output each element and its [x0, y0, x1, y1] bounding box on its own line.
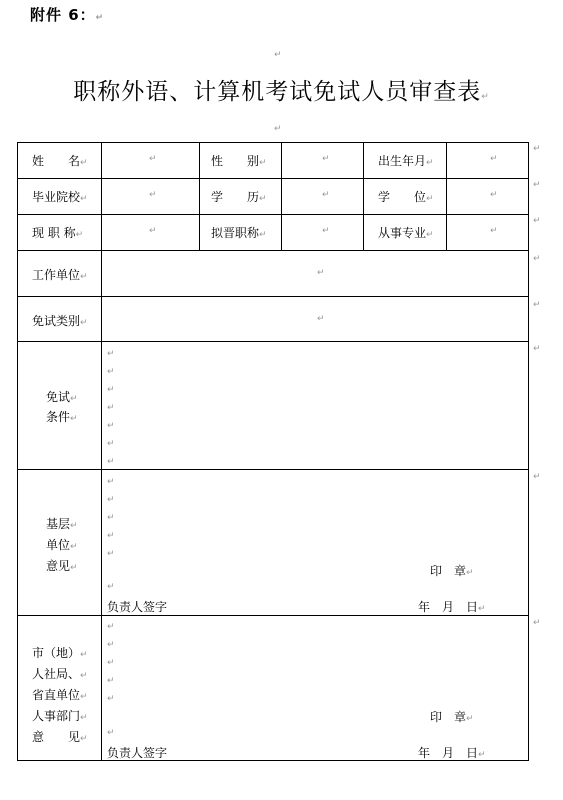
paragraph-mark: ↵: [274, 124, 282, 134]
hr-date-label: 年 月 日↵: [418, 746, 486, 760]
paragraph-mark: ↵: [274, 50, 282, 60]
input-workplace[interactable]: ↵: [317, 268, 325, 278]
input-exempt-type[interactable]: ↵: [317, 314, 325, 324]
row-end-mark: ↵: [533, 254, 541, 264]
unit-signature-label: 负责人签字: [107, 600, 168, 614]
input-birth[interactable]: ↵: [490, 154, 498, 164]
review-form-table: [17, 142, 529, 761]
title-text: 职称外语、计算机考试免试人员审查表: [73, 79, 482, 105]
row-end-mark: ↵: [533, 344, 541, 354]
row-end-mark: ↵: [533, 144, 541, 154]
label-birth: 出生年月↵: [378, 154, 434, 168]
page-title: [0, 73, 563, 106]
paragraph-mark: ↵: [107, 582, 115, 592]
label-gender: 性 别↵: [211, 154, 267, 168]
row-end-mark: ↵: [533, 180, 541, 190]
label-unit-opinion: 基层↵ 单位↵ 意见↵: [46, 517, 78, 573]
input-proposed-title[interactable]: ↵: [322, 226, 330, 236]
label-current-title: 现 职 称↵: [32, 226, 84, 240]
input-education[interactable]: ↵: [322, 190, 330, 200]
label-degree: 学 位↵: [378, 190, 434, 204]
label-major: 从事专业↵: [378, 226, 434, 240]
input-degree[interactable]: ↵: [490, 190, 498, 200]
label-proposed-title: 拟晋职称↵: [211, 226, 267, 240]
paragraph-mark: ↵: [95, 13, 105, 23]
paragraph-mark: ↵: [107, 728, 115, 738]
label-education: 学 历↵: [211, 190, 267, 204]
input-current-title[interactable]: ↵: [149, 226, 157, 236]
unit-date-label: 年 月 日↵: [418, 600, 486, 614]
label-workplace: 工作单位↵: [32, 268, 88, 282]
row-end-mark: ↵: [533, 472, 541, 482]
unit-opinion-area[interactable]: ↵ ↵ ↵ ↵ ↵: [107, 477, 115, 559]
attachment-label: [30, 4, 104, 25]
table-grid: [17, 142, 529, 761]
input-gender[interactable]: ↵: [322, 154, 330, 164]
paragraph-mark: ↵: [481, 92, 490, 102]
label-name: 姓 名↵: [32, 154, 88, 168]
row-end-mark: ↵: [533, 618, 541, 628]
unit-seal-label: 印 章↵: [430, 564, 474, 578]
hr-seal-label: 印 章↵: [430, 710, 474, 724]
row-end-mark: ↵: [533, 300, 541, 310]
label-school: 毕业院校↵: [32, 190, 88, 204]
label-exempt-type: 免试类别↵: [32, 314, 88, 328]
label-exempt-conditions: 免试↵ 条件↵: [46, 390, 78, 424]
conditions-area[interactable]: ↵ ↵ ↵ ↵ ↵ ↵ ↵: [107, 349, 115, 467]
input-name[interactable]: ↵: [149, 154, 157, 164]
row-end-mark: ↵: [533, 216, 541, 226]
hr-signature-label: 负责人签字: [107, 746, 168, 760]
input-major[interactable]: ↵: [490, 226, 498, 236]
attachment-text: 附件 6：: [30, 6, 96, 24]
input-school[interactable]: ↵: [149, 190, 157, 200]
hr-opinion-area[interactable]: ↵ ↵ ↵ ↵ ↵: [107, 622, 115, 704]
label-hr-opinion: 市（地）↵ 人社局、↵ 省直单位↵ 人事部门↵ 意 见↵: [32, 646, 88, 744]
